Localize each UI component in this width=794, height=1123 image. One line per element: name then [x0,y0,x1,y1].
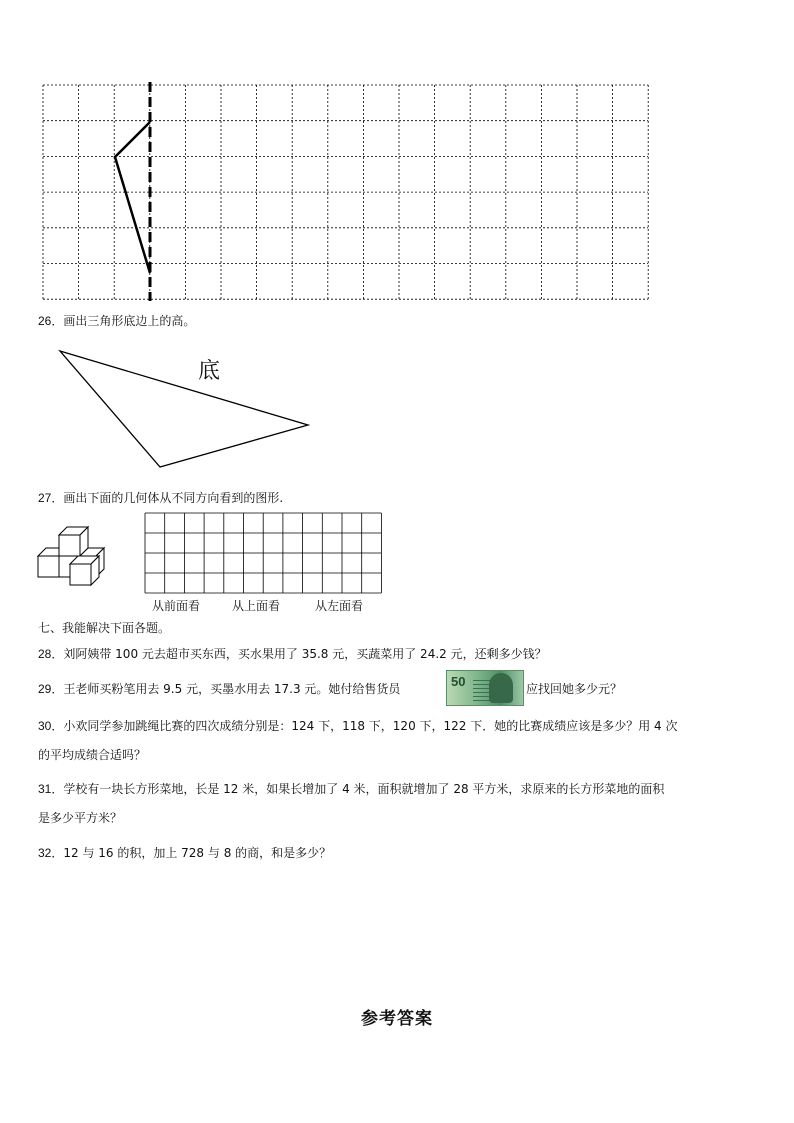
stacked-cubes-icon [38,527,104,585]
view-grid [145,513,381,593]
question-number: 31． [38,782,64,796]
question-26 [38,313,195,329]
question-27 [38,490,283,506]
half-figure [115,122,150,273]
triangle-figure [60,351,308,467]
question-29 [38,681,400,697]
question-number: 27． [38,491,64,505]
question-31 [38,781,664,797]
question-text-line1: 学校有一块长方形菜地，长是 12 米，如果长增加了 4 米，面积就增加了 28 平方米，求原来的长方形菜地的面积 [63,782,665,796]
question-number: 28． [38,647,64,661]
question-30-line2: 的平均成绩合适吗？ [38,748,147,762]
question-text: 刘阿姨带 100 元去超市买东西，买水果用了 35.8 元，买蔬菜用了 24.2 元，还剩多少钱？ [63,647,547,661]
question-number: 32． [38,846,64,860]
question-31-line2: 是多少平方米？ [38,811,123,825]
50-yuan-banknote-icon [446,670,524,706]
banknote-portrait [489,673,513,703]
view-label-top: 从上面看 [232,599,281,613]
section-heading: 七、我能解决下面各题。 [38,621,171,635]
question-text: 画出三角形底边上的高。 [63,314,196,328]
question-text: 12 与 16 的积，加上 728 与 8 的商，和是多少？ [63,846,332,860]
question-text: 画出下面的几何体从不同方向看到的图形. [63,491,284,505]
question-28 [38,646,547,662]
banknote-value: 50 [451,674,466,689]
answer-section-title: 参考答案 [361,1009,433,1029]
question-30 [38,718,678,734]
question-29-after: 应找回她多少元？ [526,682,623,696]
question-number: 29． [38,682,64,696]
question-text-before: 王老师买粉笔用去 9.5 元，买墨水用去 17.3 元。她付给售货员 [63,682,401,696]
symmetry-grid [43,85,648,299]
question-number: 30． [38,719,64,733]
question-number: 26． [38,314,64,328]
base-label: 底 [198,359,221,384]
question-32 [38,845,331,861]
view-label-left: 从左面看 [315,599,364,613]
question-text-line1: 小欢同学参加跳绳比赛的四次成绩分别是：124 下，118 下，120 下，122 下．她的比赛成绩应该是多少？用 4 次 [63,719,678,733]
view-label-front: 从前面看 [152,599,201,613]
